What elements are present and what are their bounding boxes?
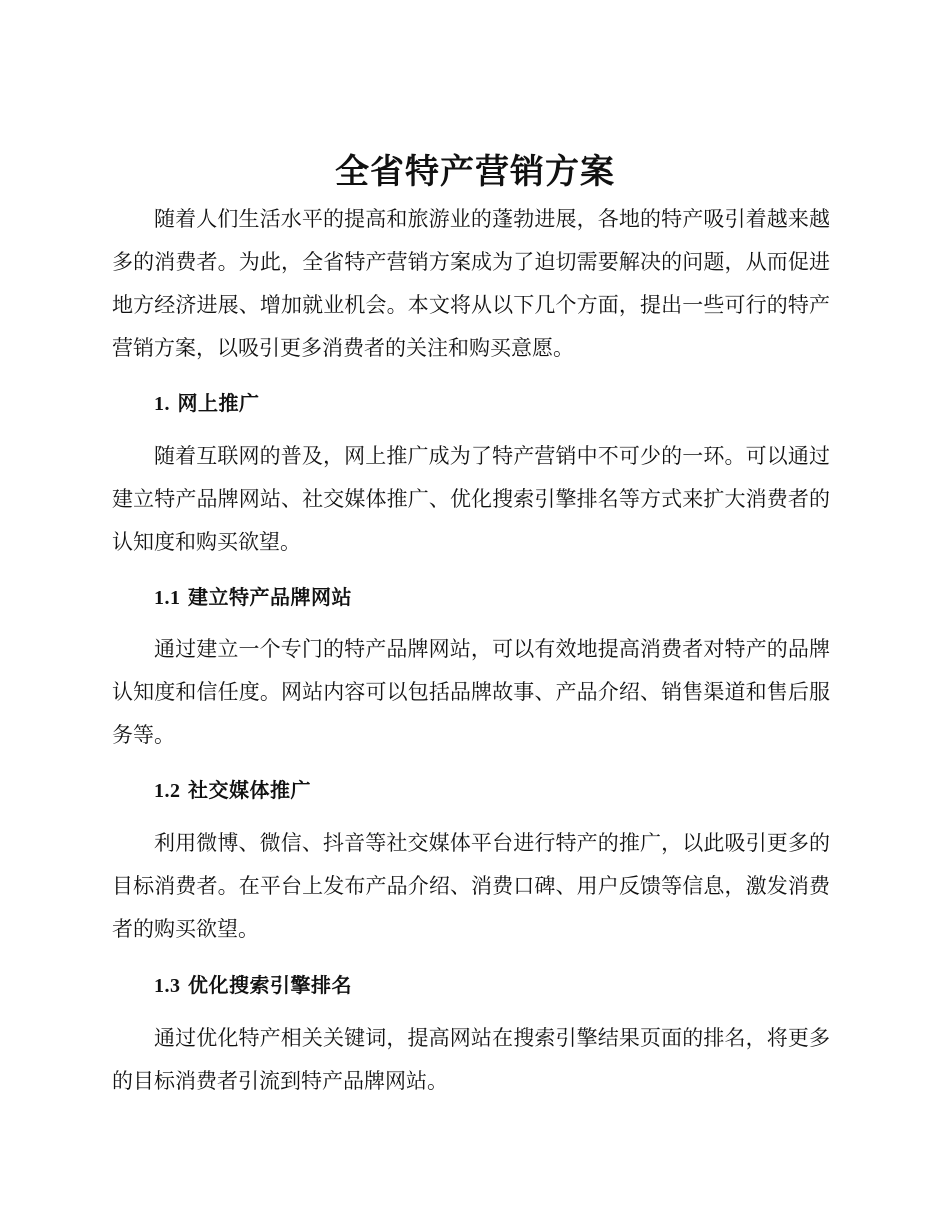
section-number: 1.1 xyxy=(154,587,181,609)
section-title: 网上推广 xyxy=(177,391,260,415)
section-title: 优化搜索引擎排名 xyxy=(187,973,352,997)
section-heading-1-3 xyxy=(154,970,352,1001)
section-number: 1.2 xyxy=(154,780,181,802)
section-heading-1 xyxy=(154,388,259,419)
section-paragraph-1-2: 利用微博、微信、抖音等社交媒体平台进行特产的推广，以此吸引更多的目标消费者。在平台上发布产品介绍、消费口碑、用户反馈等信息，激发消费者的购买欲望。 xyxy=(112,831,830,941)
document-title: 全省特产营销方案 xyxy=(335,152,615,192)
section-number: 1.3 xyxy=(154,975,181,997)
section-heading-1-2 xyxy=(154,775,311,806)
section-title: 社交媒体推广 xyxy=(187,778,311,802)
section-number: 1. xyxy=(154,393,170,415)
section-paragraph-1-3: 通过优化特产相关关键词，提高网站在搜索引擎结果页面的排名，将更多的目标消费者引流到特产品牌网站。 xyxy=(112,1026,830,1093)
section-paragraph-1-1: 通过建立一个专门的特产品牌网站，可以有效地提高消费者对特产的品牌认知度和信任度。网站内容可以包括品牌故事、产品介绍、销售渠道和售后服务等。 xyxy=(112,637,830,747)
intro-paragraph: 随着人们生活水平的提高和旅游业的蓬勃进展，各地的特产吸引着越来越多的消费者。为此，全省特产营销方案成为了迫切需要解决的问题，从而促进地方经济进展、增加就业机会。本文将从以下几个方面，提出一些可行的特产营销方案，以吸引更多消费者的关注和购买意愿。 xyxy=(112,207,830,360)
section-paragraph-1: 随着互联网的普及，网上推广成为了特产营销中不可少的一环。可以通过建立特产品牌网站、社交媒体推广、优化搜索引擎排名等方式来扩大消费者的认知度和购买欲望。 xyxy=(112,444,830,554)
section-title: 建立特产品牌网站 xyxy=(187,585,352,609)
section-heading-1-1 xyxy=(154,582,352,613)
